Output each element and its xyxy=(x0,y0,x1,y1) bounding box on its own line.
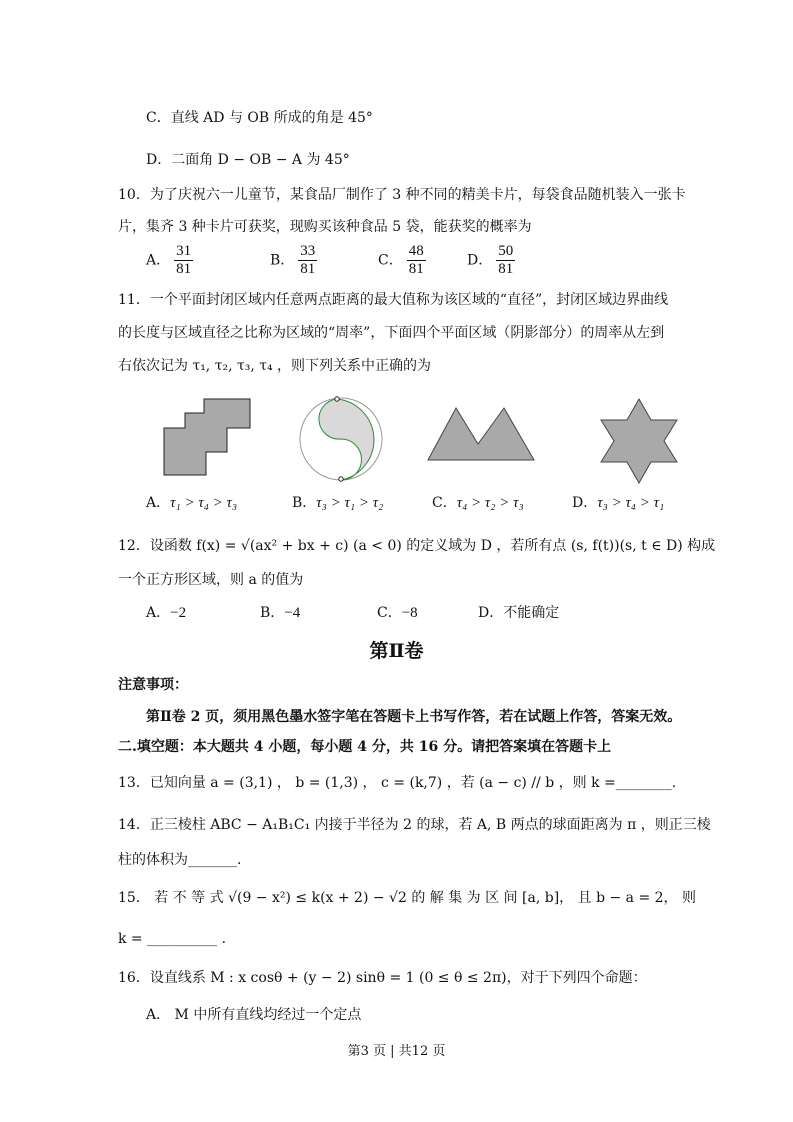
q10-choice-c: C． $\frac{48}{81}$ xyxy=(378,243,424,277)
q11-choice-d: D．τ₃ > τ₄ > τ₁ xyxy=(572,495,665,511)
q12-text-2: 一个正方形区域，则 a 的值为 xyxy=(118,572,304,588)
q10-choice-a: A． $\frac{31}{81}$ xyxy=(146,243,192,277)
q11-text-3: 右依次记为 τ₁, τ₂, τ₃, τ₄ ，则下列关系中正确的为 xyxy=(118,358,432,374)
q10-text-1: 10．为了庆祝六一儿童节，某食品厂制作了 3 种不同的精美卡片，每袋食品随机装入一张卡 xyxy=(118,187,686,203)
q15-text-2: k = __________ . xyxy=(118,931,227,947)
q9-option-d: D．二面角 D − OB − A 为 45° xyxy=(146,152,350,168)
notice-title: 注意事项： xyxy=(118,677,188,693)
region-3-twin-peaks-figure xyxy=(426,404,538,464)
notice-text: 第Ⅱ卷 2 页，须用黑色墨水签字笔在答题卡上书写作答，若在试题上作答，答案无效。 xyxy=(146,709,682,725)
region-2-taiji-figure xyxy=(296,394,386,484)
page-footer: 第3 页 | 共12 页 xyxy=(347,1044,446,1059)
q16-text-1: 16．设直线系 M : x cosθ + (y − 2) sinθ = 1 (0 ≤ θ ≤ 2π)，对于下列四个命题： xyxy=(118,970,647,986)
q11-choice-c: C．τ₄ > τ₂ > τ₃ xyxy=(432,495,524,511)
q10-choice-d: D． $\frac{50}{81}$ xyxy=(467,243,514,277)
q12-choice-d: D．不能确定 xyxy=(478,605,560,621)
q12-text-1: 12．设函数 f(x) = √(ax² + bx + c) (a < 0) 的定义域为 D ，若所有点 (s, f(t))(s, t ∈ D) 构成 xyxy=(118,538,716,554)
q11-choice-a: A．τ₁ > τ₄ > τ₃ xyxy=(146,495,238,511)
q9-option-c: C．直线 AD 与 OB 所成的角是 45° xyxy=(146,110,373,126)
q10-choice-b: B． $\frac{33}{81}$ xyxy=(270,243,316,277)
q11-choice-b: B．τ₃ > τ₁ > τ₂ xyxy=(292,495,384,511)
fill-in-header: 二.填空题：本大题共 4 小题，每小题 4 分，共 16 分。请把答案填在答题卡上 xyxy=(118,739,612,755)
q14-text-2: 柱的体积为_______. xyxy=(118,852,242,868)
q14-text-1: 14．正三棱柱 ABC − A₁B₁C₁ 内接于半径为 2 的球，若 A, B 两点的球面距离为 π ，则正三棱 xyxy=(118,817,711,833)
q11-text-2: 的长度与区域直径之比称为区域的“周率”，下面四个平面区域（阴影部分）的周率从左到 xyxy=(118,325,665,341)
q12-choice-b: B．−4 xyxy=(260,605,301,621)
q13-text: 13．已知向量 a = (3,1) ， b = (1,3) ， c = (k,7) ，若 (a − c) // b ，则 k =________. xyxy=(118,775,677,791)
q12-choice-c: C．−8 xyxy=(377,605,418,621)
region-1-staircase-figure xyxy=(160,395,255,480)
section-2-title: 第Ⅱ卷 xyxy=(369,640,424,662)
q15-text-1: 15． 若 不 等 式 √(9 − x²) ≤ k(x + 2) − √2 的 解 集 为 区 间 [a, b]， 且 b − a = 2， 则 xyxy=(118,890,696,906)
q12-choice-a: A．−2 xyxy=(146,605,187,621)
q16-option-a: A． M 中所有直线均经过一个定点 xyxy=(146,1007,362,1023)
q11-text-1: 11．一个平面封闭区域内任意两点距离的最大值称为该区域的“直径”，封闭区域边界曲线 xyxy=(118,292,669,308)
q10-text-2: 片，集齐 3 种卡片可获奖，现购买该种食品 5 袋，能获奖的概率为 xyxy=(118,219,532,235)
region-4-star-figure xyxy=(594,396,684,486)
